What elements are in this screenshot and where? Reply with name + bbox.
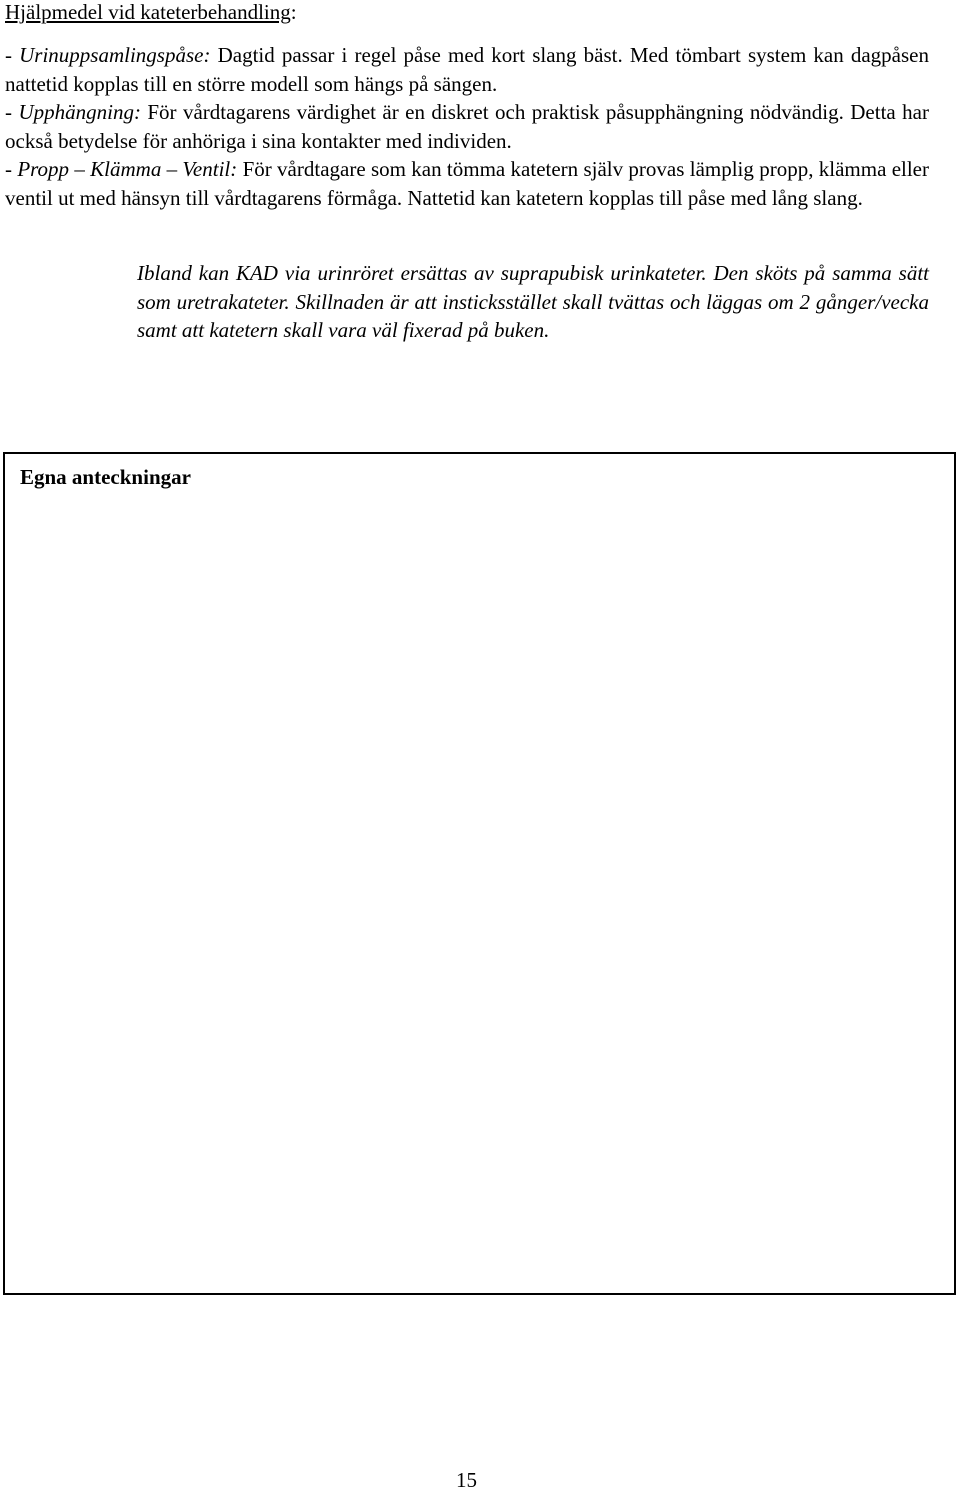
suprapubic-note	[137, 259, 929, 345]
note-text: Ibland kan KAD via urinröret ersättas av suprapubisk urinkateter. Den sköts på samma sätt som uretrakateter. Skillnaden är att insticksstället skall tvättas och läggas om 2 gånger/vecka samt att katetern skall vara väl fixerad på buken.	[137, 261, 929, 342]
list-item-text: För vårdtagarens värdighet är en diskret och praktisk påsupphängning nödvändig. Detta har också betydelse för anhöriga i sina kontakter med individen.	[5, 100, 929, 153]
own-notes-title: Egna anteckningar	[20, 465, 191, 489]
list-item-suspension	[5, 98, 929, 155]
list-item-urine-bag	[5, 41, 929, 98]
section-heading-title: Hjälpmedel vid kateterbehandling	[5, 0, 291, 24]
aids-list	[5, 41, 929, 212]
page-number: 15	[456, 1468, 477, 1492]
section-heading-colon: :	[290, 0, 297, 24]
list-item-text: Dagtid passar i regel påse med kort slang bäst. Med tömbart system kan dagpåsen nattetid kopplas till en större modell som hängs på sängen.	[5, 43, 929, 96]
list-item-plug-clamp-valve	[5, 155, 929, 212]
list-item-term: Upphängning:	[18, 100, 141, 124]
list-item-text: För vårdtagare som kan tömma katetern själv provas lämplig propp, klämma eller ventil ut med hänsyn till vårdtagarens förmåga. Nattetid kan katetern kopplas till påse med lång slang.	[5, 157, 930, 210]
own-notes-box[interactable]	[3, 452, 956, 1295]
list-item-dash: -	[5, 43, 20, 67]
list-item-term: Propp – Klämma – Ventil:	[17, 157, 238, 181]
section-heading	[5, 0, 297, 26]
list-item-term: Urinuppsamlingspåse:	[19, 43, 211, 67]
list-item-dash: -	[5, 100, 19, 124]
list-item-dash: -	[5, 157, 18, 181]
